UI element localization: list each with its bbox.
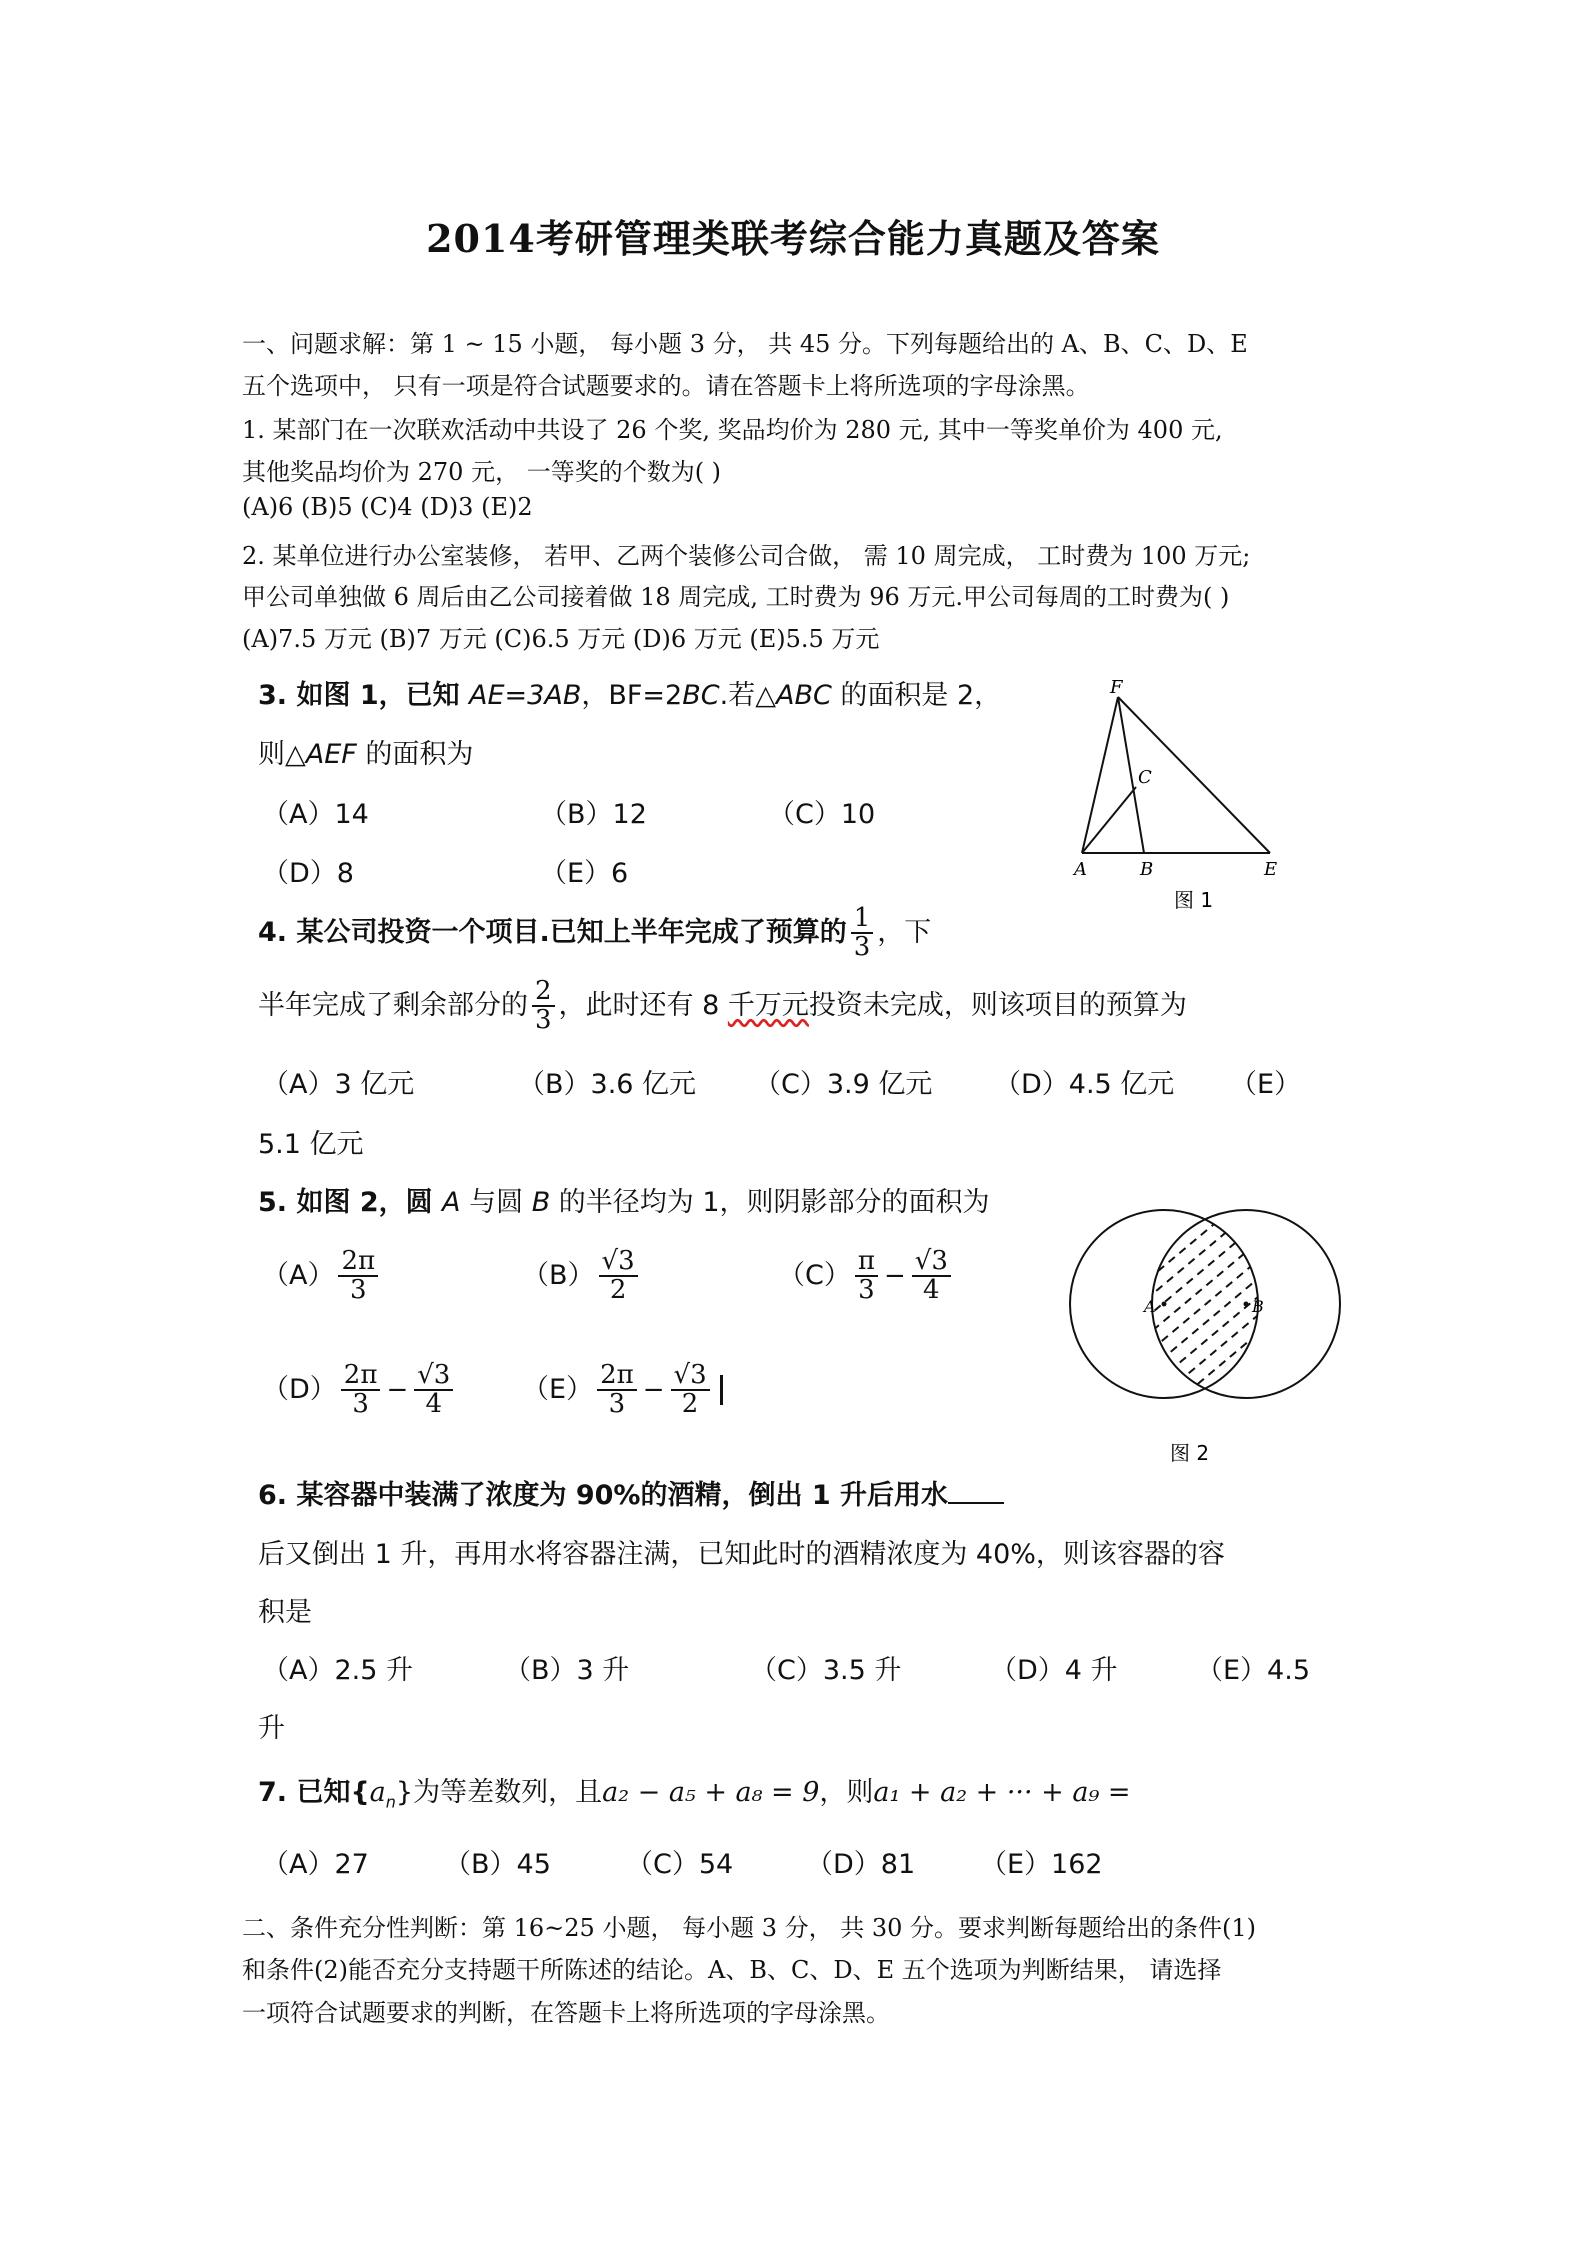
page-title: 2014考研管理类联考综合能力真题及答案	[426, 216, 1160, 261]
section1-intro-line1: 一、问题求解：第 1 ~ 15 小题， 每小题 3 分， 共 45 分。下列每题给出的 A、B、C、D、E	[242, 330, 1248, 358]
section2-intro-line2: 和条件(2)能否充分支持题干所陈述的结论。A、B、C、D、E 五个选项为判断结果， 请选择	[242, 1956, 1222, 1984]
q7-option-c: （C）54	[626, 1849, 734, 1880]
figure-1-label-e: E	[1264, 859, 1278, 880]
q5-option-e: （E） $\frac{2\pi}{3}$ − $\frac{√3}{2}$	[522, 1362, 723, 1419]
q3-stem-line2: 则△AEF 的面积为	[258, 739, 474, 770]
q4-option-d: （D）4.5 亿元	[994, 1069, 1175, 1100]
q6-option-e-cont: 升	[258, 1713, 285, 1744]
section2-intro-line1: 二、条件充分性判断：第 16~25 小题， 每小题 3 分， 共 30 分。要求判断每题给出的条件(1)	[242, 1914, 1257, 1942]
q2-stem-line1: 2. 某单位进行办公室装修， 若甲、乙两个装修公司合做， 需 10 周完成， 工时费为 100 万元;	[242, 542, 1251, 570]
q4-stem-line2: 半年完成了剩余部分的 $\frac{2}{3}$ ，此时还有 8 千万元投资未完成，则该项目的预算为	[258, 976, 1187, 1036]
q4-fraction-1: $\frac{1}{3}$	[851, 905, 874, 962]
q6-option-a: （A）2.5 升	[262, 1655, 413, 1686]
q7-option-b: （B）45	[444, 1849, 551, 1880]
q4-option-a: （A）3 亿元	[262, 1069, 415, 1100]
q5-option-c: （C） $\frac{\pi}{3}$ − $\frac{√3}{4}$	[778, 1248, 955, 1305]
q4-option-e-cont: 5.1 亿元	[258, 1129, 364, 1160]
figure-1-label-c: C	[1138, 767, 1152, 788]
q7-option-e: （E）162	[980, 1849, 1103, 1880]
q7-stem: 7. 已知$\{a_n\}$为等差数列，且a₂ − a₅ + a₈ = 9，则a₁ + a₂ + ··· + a₉ =	[258, 1777, 1131, 1812]
section1-intro-line2: 五个选项中， 只有一项是符合试题要求的。请在答题卡上将所选项的字母涂黑。	[242, 372, 1090, 400]
q2-options: (A)7.5 万元 (B)7 万元 (C)6.5 万元 (D)6 万元 (E)5.5 万元	[242, 625, 880, 653]
q7-option-d: （D）81	[806, 1849, 916, 1880]
q4-option-c: （C）3.9 亿元	[754, 1069, 933, 1100]
q5-option-b: （B） $\frac{√3}{2}$	[522, 1248, 642, 1305]
q2-stem-line2: 甲公司单独做 6 周后由乙公司接着做 18 周完成, 工时费为 96 万元.甲公司每周的工时费为( )	[242, 583, 1230, 611]
q7-expression-1: a₂ − a₅ + a₈ = 9	[602, 1777, 820, 1808]
q3-option-d: （D）8	[262, 858, 354, 889]
q3-stem-line1: 3. 如图 1，已知 AE=3AB，BF=2BC.若△ABC 的面积是 2，	[258, 680, 1002, 711]
q6-blank	[948, 1482, 1004, 1504]
figure-2-label-b: B	[1252, 1297, 1264, 1316]
figure-2-label-a: A	[1144, 1297, 1156, 1316]
q7-option-a: （A）27	[262, 1849, 369, 1880]
figure-1-triangle	[1060, 675, 1300, 915]
figure-1-label-b: B	[1140, 859, 1154, 880]
q3-option-e: （E）6	[540, 858, 629, 889]
text-cursor	[720, 1375, 723, 1405]
q5-option-d: （D） $\frac{2\pi}{3}$ − $\frac{√3}{4}$	[262, 1362, 457, 1419]
q7-expression-2: a₁ + a₂ + ··· + a₉ =	[873, 1777, 1131, 1808]
q3-option-a: （A）14	[262, 799, 369, 830]
q6-option-d: （D）4 升	[990, 1655, 1118, 1686]
q6-stem-line2: 后又倒出 1 升，再用水将容器注满，已知此时的酒精浓度为 40%，则该容器的容	[258, 1539, 1225, 1570]
q6-option-c: （C）3.5 升	[750, 1655, 902, 1686]
q6-option-b: （B）3 升	[504, 1655, 630, 1686]
q6-stem-line3: 积是	[258, 1597, 312, 1628]
q6-option-e: （E）4.5	[1196, 1655, 1310, 1686]
figure-2-caption: 图 2	[1170, 1441, 1210, 1465]
q5-option-a: （A） $\frac{2\pi}{3}$	[262, 1248, 382, 1305]
figure-1-label-a: A	[1074, 859, 1087, 880]
q1-stem-line2: 其他奖品均价为 270 元， 一等奖的个数为( )	[242, 458, 722, 486]
figure-1-label-f: F	[1110, 677, 1123, 698]
section2-intro-line3: 一项符合试题要求的判断，在答题卡上将所选项的字母涂黑。	[242, 1999, 890, 2027]
figure-2-circles	[1060, 1198, 1350, 1478]
q6-stem-line1: 6. 某容器中装满了浓度为 90%的酒精，倒出 1 升后用水	[258, 1473, 1004, 1512]
q5-stem: 5. 如图 2，圆 A 与圆 B 的半径均为 1，则阴影部分的面积为	[258, 1187, 990, 1218]
q4-option-e: （E）	[1230, 1069, 1302, 1100]
q4-stem-line1: 4. 某公司投资一个项目.已知上半年完成了预算的 $\frac{1}{3}$ ，下	[258, 903, 932, 963]
q1-options: (A)6 (B)5 (C)4 (D)3 (E)2	[242, 493, 533, 521]
q1-stem-line1: 1. 某部门在一次联欢活动中共设了 26 个奖, 奖品均价为 280 元, 其中一等奖单价为 400 元,	[242, 416, 1223, 444]
q3-option-c: （C）10	[768, 799, 876, 830]
figure-1-caption: 图 1	[1174, 888, 1214, 912]
q3-option-b: （B）12	[540, 799, 647, 830]
q4-fraction-2: $\frac{2}{3}$	[532, 978, 555, 1035]
q4-option-b: （B）3.6 亿元	[518, 1069, 697, 1100]
